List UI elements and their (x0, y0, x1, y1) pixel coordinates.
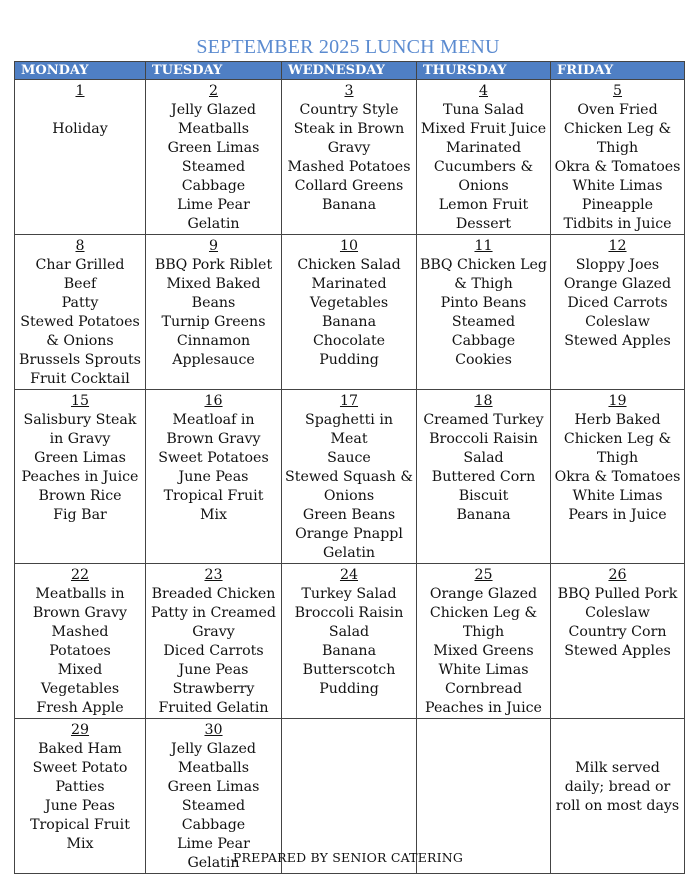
menu-item: Turnip Greens (161, 314, 266, 330)
menu-item: Strawberry (172, 681, 255, 697)
menu-item: Chicken Leg & (429, 605, 538, 621)
day-cell (551, 390, 685, 564)
menu-item: Stewed Potatoes (20, 314, 140, 330)
menu-item: Pinto Beans (440, 295, 527, 311)
menu-item: Orange Glazed (563, 276, 672, 292)
menu-item: Fig Bar (53, 507, 107, 523)
menu-item: Green Limas (167, 140, 260, 156)
menu-item: Brown Rice (38, 488, 122, 504)
day-cell (15, 235, 146, 390)
menu-item: Tuna Salad (443, 102, 524, 118)
header-friday: FRIDAY (551, 62, 685, 80)
menu-item: Broccoli Raisin (429, 431, 538, 447)
day-cell (417, 80, 551, 235)
menu-item: Banana (456, 507, 511, 523)
menu-item: & Onions (46, 333, 114, 349)
menu-item: Salisbury Steak (23, 412, 137, 428)
header-thursday: THURSDAY (417, 62, 551, 80)
menu-item (554, 740, 681, 759)
day-cell (282, 390, 417, 564)
menu-item: Fresh Apple (36, 700, 124, 716)
menu-item: Beans (191, 295, 236, 311)
day-cell (551, 80, 685, 235)
menu-item: Mixed (57, 662, 103, 678)
day-number: 15 (70, 393, 90, 409)
menu-item: Orange Pnappl (295, 526, 403, 542)
menu-item: Stewed Apples (564, 333, 671, 349)
day-cell (15, 80, 146, 235)
menu-item: Diced Carrots (567, 295, 668, 311)
day-cell (146, 235, 282, 390)
menu-item: Green Beans (302, 507, 396, 523)
menu-item: Gelatin (322, 545, 376, 561)
menu-item: Jelly Glazed (171, 102, 256, 118)
menu-item: Mixed Greens (433, 643, 534, 659)
menu-item: Tidbits in Juice (563, 216, 672, 232)
menu-item: Pudding (319, 352, 379, 368)
menu-item: & Thigh (454, 276, 513, 292)
menu-item: Orange Glazed (429, 586, 538, 602)
menu-item: Biscuit (458, 488, 509, 504)
menu-item: roll on most days (555, 798, 680, 814)
menu-item: Sauce (327, 450, 371, 466)
menu-item: Fruited Gelatin (158, 700, 269, 716)
menu-item: Gravy (192, 624, 235, 640)
menu-item: Okra & Tomatoes (554, 469, 681, 485)
menu-item: Onions (458, 178, 509, 194)
day-cell (417, 390, 551, 564)
day-cell (15, 390, 146, 564)
menu-item: Potatoes (49, 643, 111, 659)
day-cell (15, 564, 146, 719)
menu-item: Creamed Turkey (423, 412, 544, 428)
menu-item: Patties (55, 779, 105, 795)
menu-item: Chicken Leg & (563, 121, 672, 137)
menu-item: Steak in Brown (293, 121, 405, 137)
menu-item: Steamed (451, 314, 516, 330)
menu-item: June Peas (178, 662, 249, 678)
menu-item (18, 101, 142, 120)
menu-item: in Gravy (49, 431, 111, 447)
menu-item: Thigh (596, 450, 639, 466)
menu-item: Meatballs in (35, 586, 125, 602)
day-number: 11 (474, 238, 493, 254)
day-number: 17 (339, 393, 359, 409)
menu-item: Brussels Sprouts (19, 352, 141, 368)
day-cell (551, 564, 685, 719)
day-number: 24 (339, 567, 359, 583)
menu-item: Coleslaw (585, 605, 650, 621)
day-number: 9 (208, 238, 219, 254)
menu-item: Sloppy Joes (575, 257, 660, 273)
day-number: 5 (612, 83, 623, 99)
menu-item: Cornbread (444, 681, 523, 697)
menu-item: Country Style (299, 102, 399, 118)
menu-item: Mashed (51, 624, 109, 640)
menu-item: Turkey Salad (301, 586, 397, 602)
day-number: 1 (75, 83, 85, 99)
menu-item: Butterscotch (302, 662, 396, 678)
day-cell (282, 564, 417, 719)
day-cell (417, 235, 551, 390)
header-wednesday: WEDNESDAY (282, 62, 417, 80)
menu-item: Brown Gravy (166, 431, 261, 447)
menu-item: Stewed Squash & (285, 469, 413, 485)
menu-item: BBQ Chicken Leg (420, 257, 548, 273)
menu-item: June Peas (178, 469, 249, 485)
day-number: 8 (75, 238, 85, 254)
menu-item: Cucumbers & (433, 159, 534, 175)
footer-credit: PREPARED BY SENIOR CATERING (232, 850, 464, 865)
day-cell (146, 390, 282, 564)
day-cell (146, 80, 282, 235)
day-number: 18 (474, 393, 493, 409)
day-number: 25 (474, 567, 493, 583)
menu-item: Dessert (455, 216, 512, 232)
menu-item: Broccoli Raisin (294, 605, 404, 621)
week-row (15, 80, 685, 235)
day-number: 2 (208, 83, 219, 99)
menu-item: Okra & Tomatoes (554, 159, 681, 175)
menu-item: Pudding (319, 681, 379, 697)
day-number: 26 (608, 567, 627, 583)
menu-item: Lemon Fruit (438, 197, 529, 213)
menu-item: Meatballs (178, 760, 249, 776)
menu-item: Mix (199, 507, 228, 523)
menu-item: BBQ Pork Riblet (154, 257, 273, 273)
menu-item: Patty in Creamed (151, 605, 276, 621)
menu-item: Breaded Chicken (151, 586, 276, 602)
menu-item: Cabbage (451, 333, 516, 349)
menu-item: Steamed Cabbage (181, 159, 246, 194)
day-number: 3 (344, 83, 354, 99)
weekday-header-row (15, 62, 685, 80)
menu-item: Mashed Potatoes (287, 159, 411, 175)
day-cell (551, 235, 685, 390)
menu-item: Peaches in Juice (425, 700, 542, 716)
menu-item: Peaches in Juice (21, 469, 139, 485)
menu-item: Steamed Cabbage (181, 798, 246, 833)
menu-item: Collard Greens (294, 178, 404, 194)
menu-item: June Peas (45, 798, 115, 814)
menu-item: Thigh (596, 140, 639, 156)
menu-item: daily; bread or (564, 779, 671, 795)
day-number: 16 (204, 393, 223, 409)
menu-item: Marinated (445, 140, 522, 156)
menu-item: Gravy (327, 140, 371, 156)
menu-item: Pears in Juice (568, 507, 667, 523)
menu-item: Mixed Fruit Juice (420, 121, 547, 137)
menu-item: Cookies (455, 352, 512, 368)
day-cell (417, 564, 551, 719)
menu-item: Green Limas (34, 450, 126, 466)
menu-item: Coleslaw (585, 314, 650, 330)
menu-item: Salad (328, 624, 370, 640)
menu-item: Meatloaf in (172, 412, 255, 428)
week-row (15, 564, 685, 719)
week-row (15, 390, 685, 564)
menu-item: Cinnamon (176, 333, 251, 349)
menu-item: Buttered Corn (431, 469, 536, 485)
day-number: 19 (608, 393, 627, 409)
menu-item: Green Limas (167, 779, 260, 795)
menu-item: Jelly Glazed (171, 741, 256, 757)
menu-item: White Limas (572, 488, 663, 504)
menu-item: Sweet Potato (32, 760, 128, 776)
header-monday: MONDAY (15, 62, 146, 80)
header-tuesday: TUESDAY (146, 62, 282, 80)
menu-item: Thigh (462, 624, 505, 640)
menu-title: SEPTEMBER 2025 LUNCH MENU (196, 36, 500, 58)
menu-item: White Limas (572, 178, 663, 194)
day-number: 29 (70, 722, 90, 738)
menu-item: Chicken Salad (297, 257, 401, 273)
day-number: 12 (608, 238, 627, 254)
menu-item: Applesauce (172, 352, 255, 368)
day-number: 10 (339, 238, 359, 254)
menu-item: Herb Baked (574, 412, 661, 428)
menu-item: Salad (463, 450, 504, 466)
menu-item: Stewed Apples (564, 643, 671, 659)
menu-item: Banana (321, 643, 377, 659)
day-cell (282, 235, 417, 390)
menu-item: Mix (66, 836, 94, 852)
menu-item: Onions (323, 488, 375, 504)
day-number: 4 (478, 83, 489, 99)
menu-item: Country Corn (568, 624, 667, 640)
menu-item: Tropical Fruit (163, 488, 264, 504)
menu-item: Lime Pear Gelatin (177, 836, 250, 871)
day-cell (146, 564, 282, 719)
menu-item: Chicken Leg & (563, 431, 672, 447)
menu-item: Banana (321, 197, 377, 213)
menu-item: Sweet Potatoes (158, 450, 269, 466)
menu-item: Vegetables (309, 295, 389, 311)
menu-item: Baked Ham (38, 741, 122, 757)
menu-item: Brown Gravy (32, 605, 128, 621)
menu-item: Lime Pear Gelatin (177, 197, 250, 232)
lunch-menu-calendar (14, 61, 685, 874)
day-cell (282, 80, 417, 235)
menu-item: Char Grilled Beef (35, 257, 125, 292)
day-number: 30 (204, 722, 223, 738)
menu-item: Oven Fried (577, 102, 658, 118)
menu-item: Pineapple (581, 197, 654, 213)
menu-item: Marinated (311, 276, 387, 292)
menu-item: Banana (321, 314, 377, 330)
menu-item: Chocolate (312, 333, 386, 349)
menu-item: Diced Carrots (163, 643, 264, 659)
menu-item: BBQ Pulled Pork (557, 586, 678, 602)
menu-item: Tropical Fruit (30, 817, 130, 833)
menu-item: Holiday (52, 121, 108, 137)
day-number: 23 (204, 567, 223, 583)
menu-item: Mixed Baked (166, 276, 261, 292)
menu-item: Fruit Cocktail (30, 371, 130, 387)
menu-item: Patty (61, 295, 99, 311)
menu-item: Meatballs (178, 121, 249, 137)
menu-item: White Limas (438, 662, 529, 678)
menu-item: Milk served (575, 760, 660, 776)
menu-item: Vegetables (40, 681, 120, 697)
week-row (15, 235, 685, 390)
menu-item: Spaghetti in Meat (305, 412, 393, 447)
day-number: 22 (70, 567, 90, 583)
